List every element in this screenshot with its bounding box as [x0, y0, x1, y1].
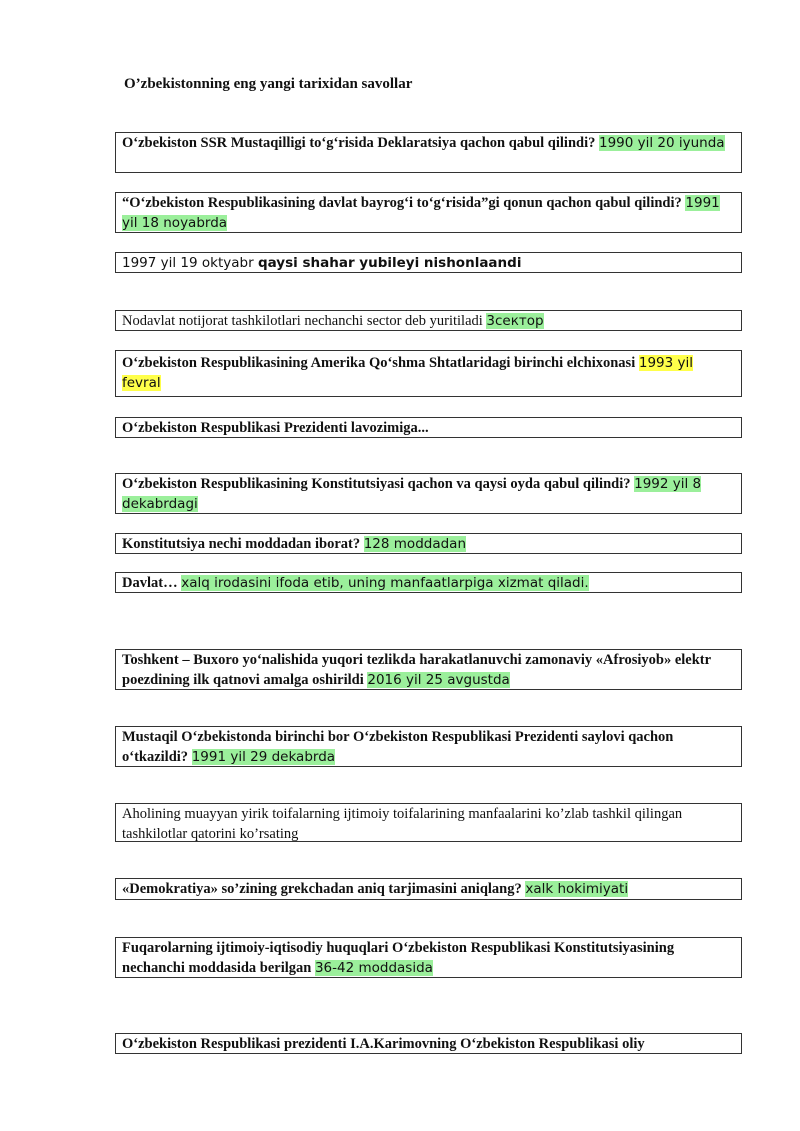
question-text: O‘zbekiston Respublikasi Prezidenti lavozimiga... [122, 420, 429, 436]
question-text: qaysi shahar yubileyi nishonlaandi [257, 255, 522, 271]
question-box [115, 937, 742, 978]
answer-text: 1991 yil 18 noyabrda [122, 195, 720, 231]
question-box [115, 192, 742, 233]
answer-text: xalq irodasini ifoda etib, uning manfaatlarpiga xizmat qiladi. [181, 575, 589, 591]
question-box [115, 252, 742, 273]
answer-text: 1990 yil 20 iyunda [598, 135, 725, 151]
answer-text: 36-42 moddasida [314, 960, 433, 976]
question-text: Davlat… [122, 575, 182, 591]
answer-text: xalk hokimiyati [525, 881, 629, 897]
question-box [115, 878, 742, 900]
question-text: O‘zbekiston Respublikasining Amerika Qo‘shma Shtatlaridagi birinchi elchixonasi [122, 355, 639, 371]
answer-text: 2016 yil 25 avgustda [367, 672, 510, 688]
question-box [115, 417, 742, 438]
question-text: “O‘zbekiston Respublikasining davlat bayrog‘i to‘g‘risida”gi qonun qachon qabul qilindi? [122, 195, 686, 211]
question-text: O‘zbekiston Respublikasining Konstitutsiyasi qachon va qaysi oyda qabul qilindi? [122, 476, 635, 492]
answer-text: 1991 yil 29 dekabrda [191, 749, 336, 765]
question-text: Aholining muayyan yirik toifalarning ijtimoiy toifalarining manfaalarini ko’zlab tashkil qilingan tashkilotlar qatorini ko’rsating [122, 806, 683, 842]
question-text: Toshkent – Buxoro yo‘nalishida yuqori tezlikda harakatlanuvchi zamonaviy «Afrosiyob» elektr poezdining ilk qatnovi amalga oshirildi [122, 652, 711, 688]
question-box [115, 572, 742, 593]
question-box [115, 649, 742, 690]
question-box [115, 132, 742, 173]
question-box [115, 350, 742, 397]
page-title: O’zbekistonning eng yangi tarixidan savollar [124, 76, 413, 92]
answer-text: 3сектор [486, 313, 544, 329]
answer-text: 1992 yil 8 dekabrdagi [122, 476, 702, 512]
question-box [115, 726, 742, 767]
question-text: O‘zbekiston Respublikasi prezidenti I.A.Karimovning O‘zbekiston Respublikasi oliy [122, 1036, 645, 1052]
question-box [115, 310, 742, 331]
question-text: «Demokratiya» so’zining grekchadan aniq tarjimasini aniqlang? [122, 881, 526, 897]
question-text: Nodavlat notijorat tashkilotlari nechanchi sector deb yuritiladi [122, 313, 487, 329]
answer-text: 1993 yil fevral [122, 355, 693, 391]
question-box [115, 1033, 742, 1054]
question-box [115, 473, 742, 514]
question-text: Fuqarolarning ijtimoiy-iqtisodiy huquqlari O‘zbekiston Respublikasi Konstitutsiyasining nechanchi moddasida berilgan [122, 940, 675, 976]
question-prefix: 1997 yil 19 oktyabr [122, 255, 258, 271]
question-text: Mustaqil O‘zbekistonda birinchi bor O‘zbekiston Respublikasi Prezidenti saylovi qachon o‘tkazildi? [122, 729, 674, 765]
question-box [115, 533, 742, 554]
question-box [115, 803, 742, 842]
question-text: Konstitutsiya nechi moddadan iborat? [122, 536, 364, 552]
answer-text: 128 moddadan [363, 536, 466, 552]
question-text: O‘zbekiston SSR Mustaqilligi to‘g‘risida Deklaratsiya qachon qabul qilindi? [122, 135, 599, 151]
